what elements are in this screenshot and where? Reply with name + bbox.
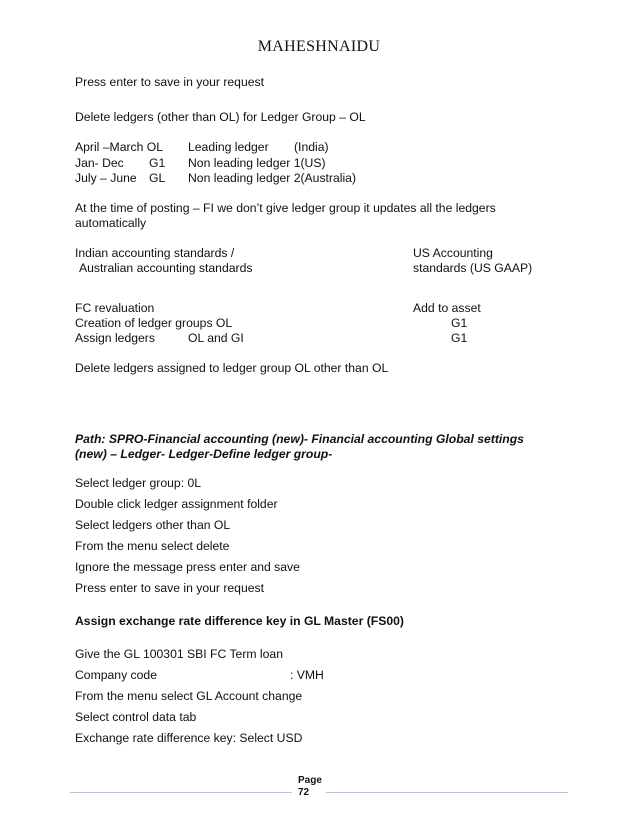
step-line: Give the GL 100301 SBI FC Term loan [75,647,283,661]
paragraph-line: automatically [75,216,147,230]
page-number-value: 72 [298,787,310,798]
ledger-code: GL [149,171,166,185]
page-label: Page [298,775,322,786]
ledger-period: April –March OL [75,140,164,154]
standards-right: standards (US GAAP) [413,261,533,275]
ledger-period: July – June [75,171,137,185]
step-line: Exchange rate difference key: Select USD [75,731,303,745]
footer-divider-right [326,792,568,793]
path-heading: (new) – Ledger- Ledger-Define ledger group- [75,447,333,461]
step-line: Press enter to save in your request [75,581,265,595]
document-header: MAHESHNAIDU [257,38,381,55]
ledger-code: G1 [149,156,166,170]
ledger-country: (India) [294,140,329,154]
field-label: Company code [75,668,157,682]
ledger-type: Leading ledger [188,140,269,154]
ledger-type: Non leading ledger 1(US) [188,156,326,170]
ledger-type: Non leading ledger 2(Australia) [188,171,357,185]
fc-item-right: Add to asset [413,301,481,315]
fc-item-right: G1 [451,331,468,345]
step-line: From the menu select GL Account change [75,689,303,703]
fc-item-detail: OL and GI [188,331,244,345]
fc-item: FC revaluation [75,301,155,315]
footer-divider-left [70,792,292,793]
step-line: Double click ledger assignment folder [75,497,278,511]
page-number [298,775,322,799]
instruction-line: Delete ledgers (other than OL) for Ledger Group – OL [75,110,366,124]
path-heading: Path: SPRO-Financial accounting (new)- Financial accounting Global settings [75,432,524,446]
instruction-line: Press enter to save in your request [75,75,265,89]
ledger-period: Jan- Dec [75,156,124,170]
step-line: Ignore the message press enter and save [75,560,300,574]
field-value: : VMH [290,668,324,682]
paragraph-line: At the time of posting – FI we don’t give ledger group it updates all the ledgers [75,201,496,215]
step-line: Select ledger group: 0L [75,476,202,490]
standards-left: Indian accounting standards / [75,246,235,260]
step-line: Select control data tab [75,710,197,724]
instruction-line: Delete ledgers assigned to ledger group OL other than OL [75,361,389,375]
section-heading: Assign exchange rate difference key in GL Master (FS00) [75,614,404,628]
standards-left: Australian accounting standards [79,261,253,275]
fc-item-right: G1 [451,316,468,330]
step-line: From the menu select delete [75,539,230,553]
fc-item: Creation of ledger groups OL [75,316,233,330]
fc-item: Assign ledgers [75,331,155,345]
step-line: Select ledgers other than OL [75,518,231,532]
standards-right: US Accounting [413,246,493,260]
